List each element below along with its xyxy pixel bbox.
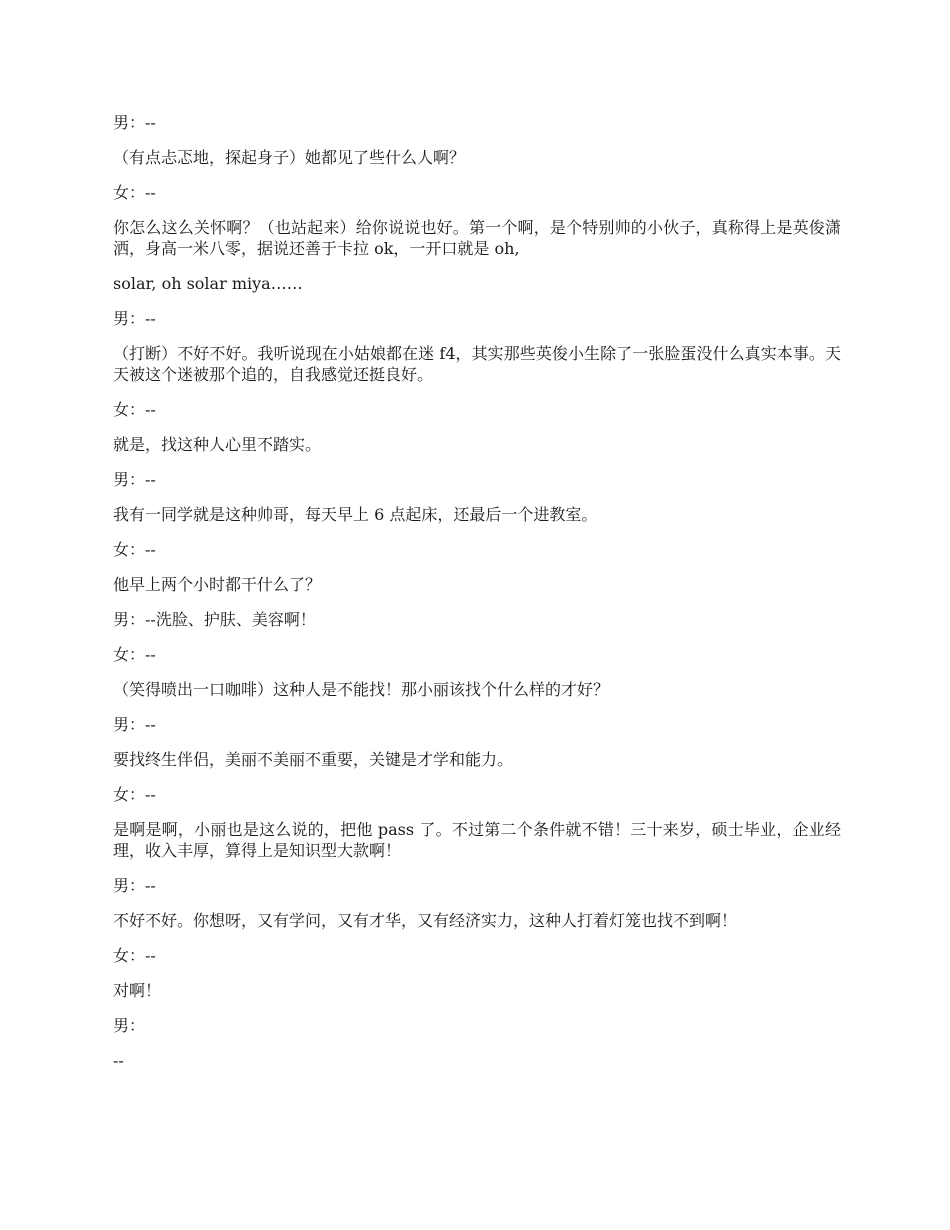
- paragraph: solar, oh solar miya……: [113, 274, 303, 293]
- paragraph: 男：: [113, 1016, 146, 1035]
- paragraph: （有点忐忑地，探起身子）她都见了些什么人啊？: [113, 148, 466, 167]
- paragraph: 你怎么这么关怀啊？（也站起来）给你说说也好。第一个啊，是个特别帅的小伙子，真称得上是英俊潇洒，身高一米八零，据说还善于卡拉 ok，一开口就是 oh,: [113, 218, 841, 258]
- paragraph: 女：--: [113, 785, 156, 804]
- paragraph: 男：--: [113, 876, 156, 895]
- paragraph: 女：--: [113, 946, 156, 965]
- paragraph: 女：--: [113, 400, 156, 419]
- paragraph: 男：--: [113, 470, 156, 489]
- paragraph: 就是，找这种人心里不踏实。: [113, 435, 322, 454]
- paragraph: （笑得喷出一口咖啡）这种人是不能找！那小丽该找个什么样的才好？: [113, 680, 610, 699]
- paragraph: 男：--: [113, 715, 156, 734]
- paragraph: 对啊！: [113, 981, 162, 1000]
- paragraph: （打断）不好不好。我听说现在小姑娘都在迷 f4，其实那些英俊小生除了一张脸蛋没什么真实本事。天天被这个迷被那个追的，自我感觉还挺良好。: [113, 344, 841, 384]
- paragraph: 是啊是啊，小丽也是这么说的，把他 pass 了。不过第二个条件就不错！三十来岁，硕士毕业，企业经理，收入丰厚，算得上是知识型大款啊！: [113, 820, 841, 860]
- paragraph: 女：--: [113, 540, 156, 559]
- paragraph: 男：--洗脸、护肤、美容啊！: [113, 610, 316, 629]
- paragraph: 女：--: [113, 183, 156, 202]
- dialogue-text: [113, 112, 841, 1085]
- paragraph: 男：--: [113, 113, 156, 132]
- paragraph: 不好不好。你想呀，又有学问，又有才华，又有经济实力，这种人打着灯笼也找不到啊！: [113, 911, 738, 930]
- paragraph: --: [113, 1051, 124, 1070]
- paragraph: 他早上两个小时都干什么了？: [113, 575, 322, 594]
- paragraph: 男：--: [113, 309, 156, 328]
- paragraph: 女：--: [113, 645, 156, 664]
- paragraph: 要找终生伴侣，美丽不美丽不重要，关键是才学和能力。: [113, 750, 514, 769]
- paragraph: 我有一同学就是这种帅哥，每天早上 6 点起床，还最后一个进教室。: [113, 505, 598, 524]
